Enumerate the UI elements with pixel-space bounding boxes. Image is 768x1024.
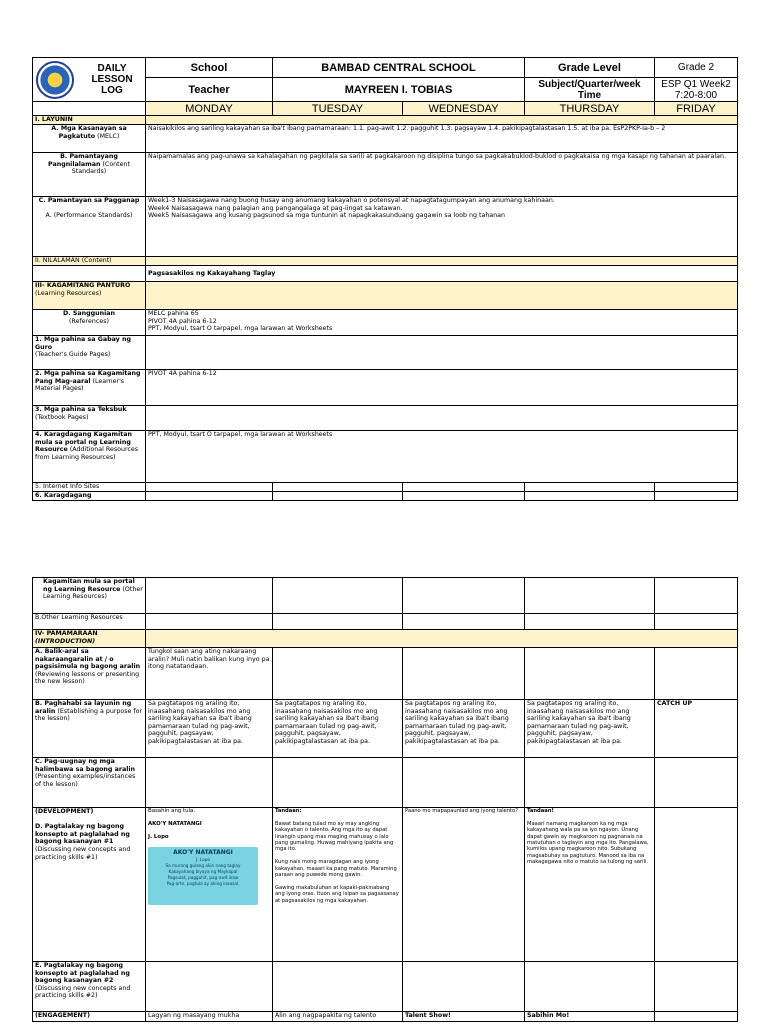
karagdagang-mon xyxy=(146,492,273,501)
poem-poster xyxy=(148,847,258,905)
c-wed xyxy=(403,578,525,614)
internet-label: 5. Internet Info Sites xyxy=(33,483,146,492)
paghahabi-thu: Sa pagtatapos ng araling ito, inaasahang naisasakilos mo ang sariling kakayahan sa iba't ibang pamamaraan tulad ng pag-awit, pagguhit, pagsayaw, pakikipagtalastasan at iba pa. xyxy=(525,700,655,758)
day-thursday: THURSDAY xyxy=(525,102,655,116)
pagtalakay-2-tue xyxy=(273,962,403,1012)
introduction-title: (INTRODUCTION) xyxy=(35,637,96,645)
ref-pivot: PIVOT 4A pahina 6-12 xyxy=(148,317,217,325)
tandaan-para-2: Kung nais mong maragdagan ang iyong kakayahan, maaari ka pang matuto. Maraming paraan ang puwede mong gawin. xyxy=(275,859,397,879)
poster-line-2: Kakayahang biyaya ng Maykapal xyxy=(168,868,238,874)
content-standards-label: B. Pamantayang Pangnilalaman (Content Standards) xyxy=(33,153,146,197)
o-tue xyxy=(273,614,403,630)
sanggunian-label: D. Sanggunian (References) xyxy=(33,310,146,336)
performance-week4: Week4 Naisasagawa nang palagian ang pangangalaga at pag-iingat sa katawan. xyxy=(148,204,403,212)
engagement-title: (ENGAGEMENT) xyxy=(33,1012,146,1022)
textbook-label: 3. Mga pahina sa Teksbuk (Textbook Pages) xyxy=(33,406,146,431)
karagdagang-fri xyxy=(655,492,738,501)
pagtalakay-1-label: (DEVELOPMENT) D. Pagtalakay ng bagong konsepto at paglalahad ng bagong kasanayan #1 (Discussing new concepts and practicing skills #1) xyxy=(33,808,146,962)
performance-week1-3: Week1-3 Naisasagawa nang buong husay ang anumang kakayahan o potensyal at napagtatagumpayan ang anumang kahinaan. xyxy=(148,197,555,204)
pagtalakay-1-wed: Paano mo mapapaunlad ang iyong talento? xyxy=(403,808,525,962)
poem-author: J. Lopo xyxy=(148,834,169,841)
lesson-log-table-2 xyxy=(32,577,738,1022)
tg-pages-value xyxy=(146,336,738,370)
ref-melc: MELC pahina 65 xyxy=(148,310,199,317)
layunin-bar xyxy=(146,116,738,125)
textbook-value xyxy=(146,406,738,431)
pagtalakay-1-thu xyxy=(525,808,655,962)
poster-line-1: Sa murang gulang akin nang taglay xyxy=(165,862,241,868)
pamamaraan-bar xyxy=(146,630,738,648)
kagamitan-bar xyxy=(146,282,738,310)
lesson-log-table-1 xyxy=(32,57,738,501)
melc-label: A. Mga Kasanayan sa Pagkatuto (MELC) xyxy=(33,125,146,153)
pagtalakay-2-fri xyxy=(655,962,738,1012)
balik-aral-mon: Tungkol saan ang ating nakaraang aralin? Muli natin balikan kung inyo pa itong natatandaan. xyxy=(146,648,273,700)
development-title: (DEVELOPMENT) xyxy=(35,808,94,815)
content-standards-text: Naipamamalas ang pag-unawa sa kahalagahan ng pagkilala sa sarili at pagkakaroon ng disiplina tungo sa pagkakabuklod-buklod o pagkakaisa ng mga kasapi ng tahanan at paaralan. xyxy=(146,153,738,197)
sanggunian-text xyxy=(146,310,738,336)
tandaan-thu-title: Tandaan! xyxy=(527,808,554,814)
performance-standards-label: C. Pamantayan sa Pagganap A. (Performance Standards) xyxy=(33,197,146,257)
subject-label: Subject/Quarter/week Time xyxy=(525,78,655,102)
engagement-thu: Sabihin Mo! xyxy=(525,1012,655,1022)
kagamitan-label: III- KAGAMITANG PANTURO (Learning Resources) xyxy=(33,282,146,310)
nilalaman-empty xyxy=(33,266,146,282)
o-fri xyxy=(655,614,738,630)
balik-aral-tue xyxy=(273,648,403,700)
c-fri xyxy=(655,578,738,614)
performance-standards-text xyxy=(146,197,738,257)
poster-title: AKO'Y NATATANGI xyxy=(173,848,233,856)
karagdagang-label: 6. Karagdagang xyxy=(33,492,146,501)
engagement-tue: Alin ang nagpapakita ng talento xyxy=(273,1012,403,1022)
page-2 xyxy=(32,577,737,1022)
poem-instruction: Basahin ang tula. xyxy=(148,808,196,814)
tandaan-para-3: Gawing makabuluhan at kapaki-pakinabang ang iyong oras. Ituon ang isipan sa pagsasanay at pagsasakilos ng mga kakayahan. xyxy=(275,884,399,904)
pagtalakay-2-thu xyxy=(525,962,655,1012)
pagtalakay-2-mon xyxy=(146,962,273,1012)
balik-aral-thu xyxy=(525,648,655,700)
pag-uugnay-wed xyxy=(403,758,525,808)
balik-aral-fri xyxy=(655,648,738,700)
teacher-value: MAYREEN I. TOBIAS xyxy=(273,78,525,102)
paghahabi-label: B. Paghahabi sa layunin ng aralin (Establishing a purpose for the lesson) xyxy=(33,700,146,758)
tandaan-para-1: Bawat batang tulad mo ay may angking kakayahan o talento. Ang mga ito ay dapat linangin upang mas maging mahusay o lalo pang gumaling. Huwag mahiyang ipakita ang mga ito. xyxy=(275,820,394,853)
subject-value: ESP Q1 Week2 7:20-8:00 xyxy=(655,78,738,102)
ref-materials: PPT, Modyul, tsart O tarpapel, mga larawan at Worksheets xyxy=(148,325,333,333)
c-tue xyxy=(273,578,403,614)
internet-thu xyxy=(525,483,655,492)
tg-pages-label: 1. Mga pahina sa Gabay ng Guro (Teacher's Guide Pages) xyxy=(33,336,146,370)
karagdagang-tue xyxy=(273,492,403,501)
additional-resources-label: 4. Karagdagang Kagamitan mula sa portal ng Learning Resource (Additional Resources from Learning Resources) xyxy=(33,431,146,483)
logo-cell xyxy=(33,58,146,102)
paghahabi-mon: Sa pagtatapos ng araling ito, inaasahang naisasakilos mo ang sariling kakayahan sa iba't ibang pamamaraan tulad ng pag-awit, pagguhit, pagsayaw, pakikipagtalastasan at iba pa. xyxy=(146,700,273,758)
pagtalakay-2-label: E. Pagtalakay ng bagong konsepto at paglalahad ng bagong kasanayan #2 (Discussing new concepts and practicing skills #2) xyxy=(33,962,146,1012)
page-1 xyxy=(32,57,737,501)
karagdagang-thu xyxy=(525,492,655,501)
balik-aral-label: A. Balik-aral sa nakaraangaralin at / o pagsisimula ng bagong aralin (Reviewing lessons or presenting the new lesson) xyxy=(33,648,146,700)
c-mon xyxy=(146,578,273,614)
c-thu xyxy=(525,578,655,614)
school-label: School xyxy=(146,58,273,78)
internet-mon xyxy=(146,483,273,492)
performance-week5: Week5 Naisasagawa ang kusang pagsunod sa mga tuntunin at napagkakasunduang gagawin sa loob ng tahanan xyxy=(148,212,506,220)
pagtalakay-1-mon xyxy=(146,808,273,962)
internet-wed xyxy=(403,483,525,492)
internet-fri xyxy=(655,483,738,492)
layunin-heading: I. LAYUNIN xyxy=(33,116,146,125)
poster-line-4: Pag-arte, pagtula ay aking inaasal. xyxy=(166,880,240,886)
internet-tue xyxy=(273,483,403,492)
day-monday: MONDAY xyxy=(146,102,273,116)
balik-aral-wed xyxy=(403,648,525,700)
pamamaraan-title: IV- PAMAMARAAN xyxy=(35,630,98,637)
engagement-fri xyxy=(655,1012,738,1022)
nilalaman-bar xyxy=(146,257,738,266)
daily-lesson-log-title: DAILY LESSON LOG xyxy=(91,63,133,96)
deped-seal xyxy=(36,61,74,99)
paghahabi-fri: CATCH UP xyxy=(655,700,738,758)
poster-author: J. Lopo xyxy=(196,856,210,862)
school-value: BAMBAD CENTRAL SCHOOL xyxy=(273,58,525,78)
day-friday: FRIDAY xyxy=(655,102,738,116)
pagtalakay-1-fri xyxy=(655,808,738,962)
poem-title: AKO'Y NATATANGI xyxy=(148,821,202,828)
teacher-label: Teacher xyxy=(146,78,273,102)
pag-uugnay-label: C. Pag-uugnay ng mga halimbawa sa bagong aralin (Presenting examples/instances of the lesson) xyxy=(33,758,146,808)
poster-line-3: Pagsulat, pagguhit, pag-awit ikaw xyxy=(167,874,239,880)
day-tuesday: TUESDAY xyxy=(273,102,403,116)
other-resources-cont-label: Kagamitan mula sa portal ng Learning Resource (Other Learning Resources) xyxy=(33,578,146,614)
pag-uugnay-tue xyxy=(273,758,403,808)
nilalaman-label: II. NILALAMAN (Content) xyxy=(33,257,146,266)
pag-uugnay-fri xyxy=(655,758,738,808)
pagtalakay-1-tue xyxy=(273,808,403,962)
pamamaraan-heading xyxy=(33,630,146,648)
pagtalakay-2-wed xyxy=(403,962,525,1012)
additional-resources-value: PPT, Modyul, tsart O tarpapel, mga larawan at Worksheets xyxy=(146,431,738,483)
pag-uugnay-mon xyxy=(146,758,273,808)
nilalaman-text: Pagsasakilos ng Kakayahang Taglay xyxy=(146,266,738,282)
paghahabi-wed: Sa pagtatapos ng araling ito, inaasahang naisasakilos mo ang sariling kakayahan sa iba't ibang pamamaraan tulad ng pag-awit, pagguhit, pagsayaw, pakikipagtalastasan at iba pa. xyxy=(403,700,525,758)
day-wednesday: WEDNESDAY xyxy=(403,102,525,116)
lm-pages-label: 2. Mga pahina sa Kagamitang Pang Mag-aaral (Learner's Material Pages) xyxy=(33,370,146,406)
engagement-mon: Lagyan ng masayang mukha xyxy=(146,1012,273,1022)
o-wed xyxy=(403,614,525,630)
empty-day-cell xyxy=(33,102,146,116)
pag-uugnay-thu xyxy=(525,758,655,808)
paghahabi-tue: Sa pagtatapos ng araling ito, inaasahang naisasakilos mo ang sariling kakayahan sa iba't ibang pamamaraan tulad ng pag-awit, pagguhit, pagsayaw, pakikipagtalastasan at iba pa. xyxy=(273,700,403,758)
melc-text: Naisakikilos ang sariling kakayahan sa iba't ibang pamamaraan: 1.1. pag-awit 1.2. pagguhit 1.3. pagsayaw 1.4. pakikipagtalastasan 1.5. at iba pa. EsP2PKP-Ia-b – 2 xyxy=(146,125,738,153)
o-mon xyxy=(146,614,273,630)
tandaan-thu-text: Maaari namang magkaroon ka ng mga kakayahang wala pa sa iyo ngayon. Unang dapat gawin ay magkaroon ng pagnanais na matutuhan o taglayin ang mga ito. Pangalawa, kumilos upang magkaroon nito. Subukang magsabuhay sa pagtuturo. Manood sa iba na makagagawa nito o matuto sa tulong ng sarili. xyxy=(527,820,649,866)
grade-level-value: Grade 2 xyxy=(655,58,738,78)
karagdagang-wed xyxy=(403,492,525,501)
engagement-wed: Talent Show! xyxy=(403,1012,525,1022)
lm-pages-value: PIVOT 4A pahina 6-12 xyxy=(146,370,738,406)
grade-level-label: Grade Level xyxy=(525,58,655,78)
other-learning-resources-label: B.Other Learning Resources xyxy=(33,614,146,630)
o-thu xyxy=(525,614,655,630)
tandaan-title: Tandaan: xyxy=(275,808,302,814)
